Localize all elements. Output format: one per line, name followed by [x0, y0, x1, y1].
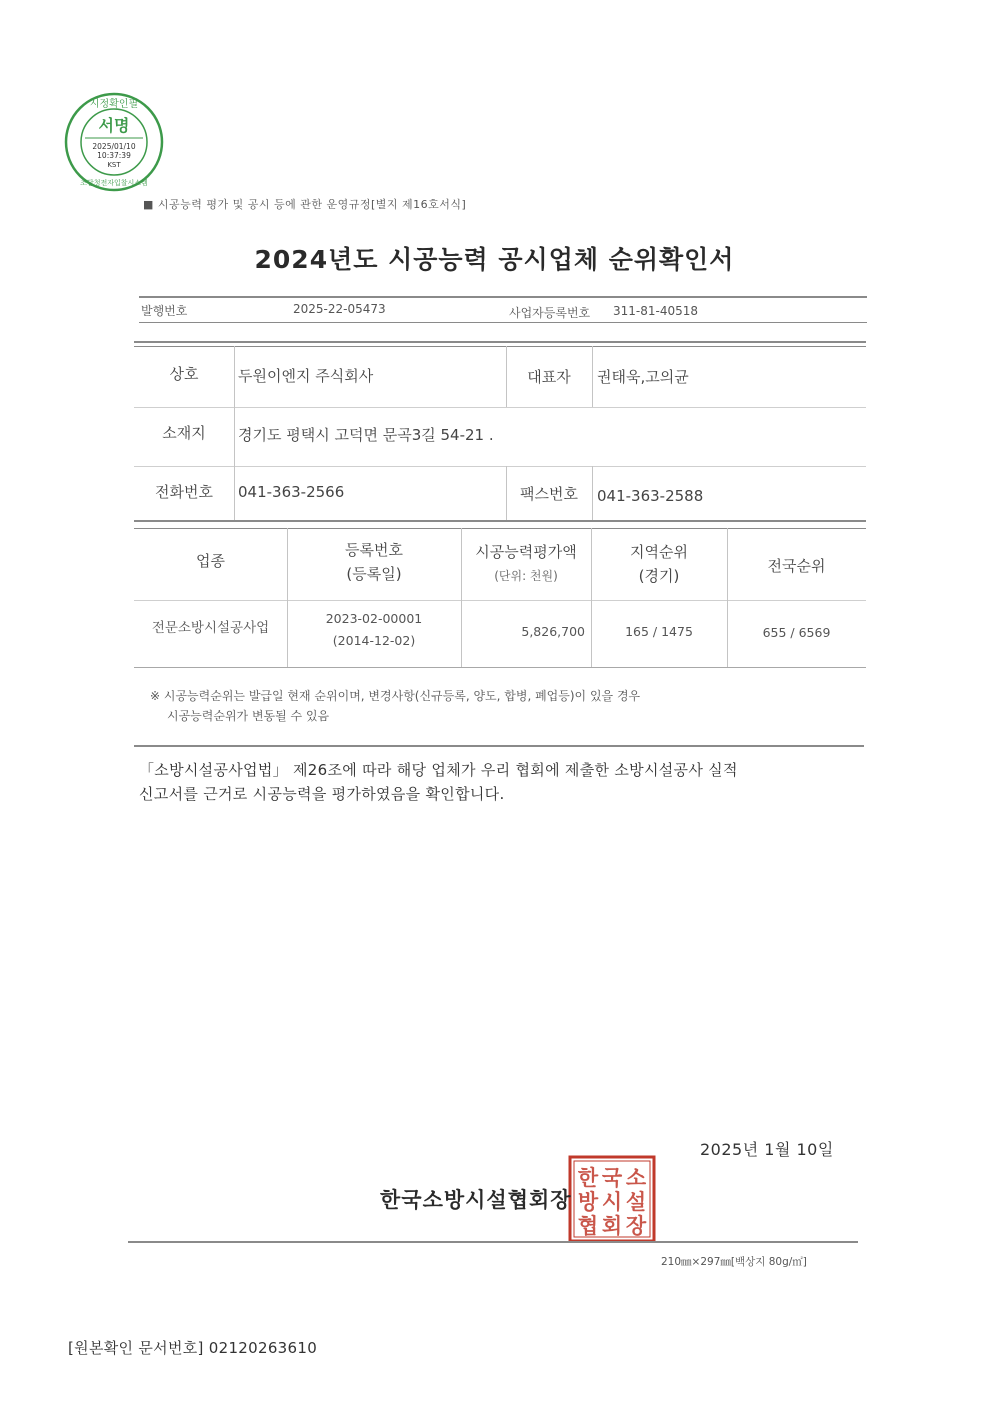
header-amount-unit: (단위: 천원) [494, 569, 558, 583]
seal-char: 장 [625, 1214, 647, 1238]
phone-value: 041-363-2566 [238, 483, 345, 501]
row-industry: 전문소방시설공사업 [151, 620, 270, 636]
seal-char: 설 [625, 1190, 647, 1214]
row-reg-no: 2023-02-00001 [325, 611, 423, 626]
seal-main-text: 서명 [98, 116, 130, 135]
issue-no-label: 발행번호 [141, 304, 188, 318]
issue-date: 2025년 1월 10일 [700, 1140, 834, 1159]
representative-value: 권태욱,고의균 [597, 368, 689, 386]
seal-date: 2025/01/10 [92, 142, 136, 151]
address-label: 소재지 [162, 424, 206, 442]
original-document-number: [원본확인 문서번호] 02120263610 [68, 1339, 318, 1357]
issuer-name: 한국소방시설협회장 [380, 1188, 572, 1212]
row-regional-rank: 165 / 1475 [625, 624, 693, 639]
biz-reg-value: 311-81-40518 [613, 304, 699, 318]
header-regional-rank: 지역순위 [630, 543, 688, 561]
form-reference: ■ 시공능력 평가 및 공시 등에 관한 운영규정[별지 제16호서식] [143, 198, 467, 211]
verification-seal [63, 91, 165, 193]
confirmation-text [139, 758, 859, 806]
seal-zone: KST [107, 161, 121, 169]
confirm-line-2: 신고서를 근거로 시공능력을 평가하였음을 확인합니다. [139, 785, 505, 803]
document-title: 2024년도 시공능력 공시업체 순위확인서 [254, 245, 735, 274]
issue-no-value: 2025-22-05473 [293, 302, 386, 316]
representative-label: 대표자 [527, 368, 571, 386]
biz-reg-label: 사업자등록번호 [509, 306, 591, 320]
company-name-label: 상호 [169, 365, 199, 383]
row-reg-date: (2014-12-02) [332, 633, 416, 648]
phone-label: 전화번호 [155, 483, 213, 501]
header-amount: 시공능력평가액 [475, 543, 577, 561]
header-reg-date: (등록일) [346, 565, 402, 583]
note-line-2: 시공능력순위가 변동될 수 있음 [167, 709, 330, 723]
company-name-value: 두원이엔지 주식회사 [238, 367, 374, 385]
fax-value: 041-363-2588 [597, 487, 704, 505]
seal-char: 한 [577, 1166, 599, 1190]
seal-char: 소 [625, 1166, 647, 1190]
header-region: (경기) [638, 567, 680, 585]
seal-char: 협 [577, 1214, 599, 1238]
rank-note [150, 686, 640, 726]
seal-ring-text: 시정확인필 [89, 99, 139, 110]
seal-char: 방 [577, 1190, 599, 1214]
paper-spec: 210㎜×297㎜[백상지 80g/㎡] [661, 1256, 807, 1268]
note-line-1: ※ 시공능력순위는 발급일 현재 순위이며, 변경사항(신규등록, 양도, 합병, 폐업등)이 있을 경우 [150, 689, 641, 703]
confirm-line-1: 「소방시설공사업법」 제26조에 따라 해당 업체가 우리 협회에 제출한 소방시설공사 실적 [139, 761, 738, 779]
fax-label: 팩스번호 [520, 485, 578, 503]
seal-time: 10:37:39 [97, 151, 131, 160]
header-reg-no: 등록번호 [345, 541, 403, 559]
seal-char: 국 [601, 1166, 623, 1190]
seal-char: 회 [601, 1214, 623, 1238]
row-national-rank: 655 / 6569 [762, 625, 831, 640]
header-industry: 업종 [196, 552, 225, 570]
address-value: 경기도 평택시 고덕면 문곡3길 54-21 . [238, 426, 494, 444]
row-amount: 5,826,700 [521, 624, 585, 639]
seal-bottom-text: 조달청전자입찰시스템 [80, 179, 148, 187]
official-seal [568, 1155, 656, 1243]
header-national-rank: 전국순위 [767, 557, 826, 575]
seal-char: 시 [601, 1190, 623, 1214]
